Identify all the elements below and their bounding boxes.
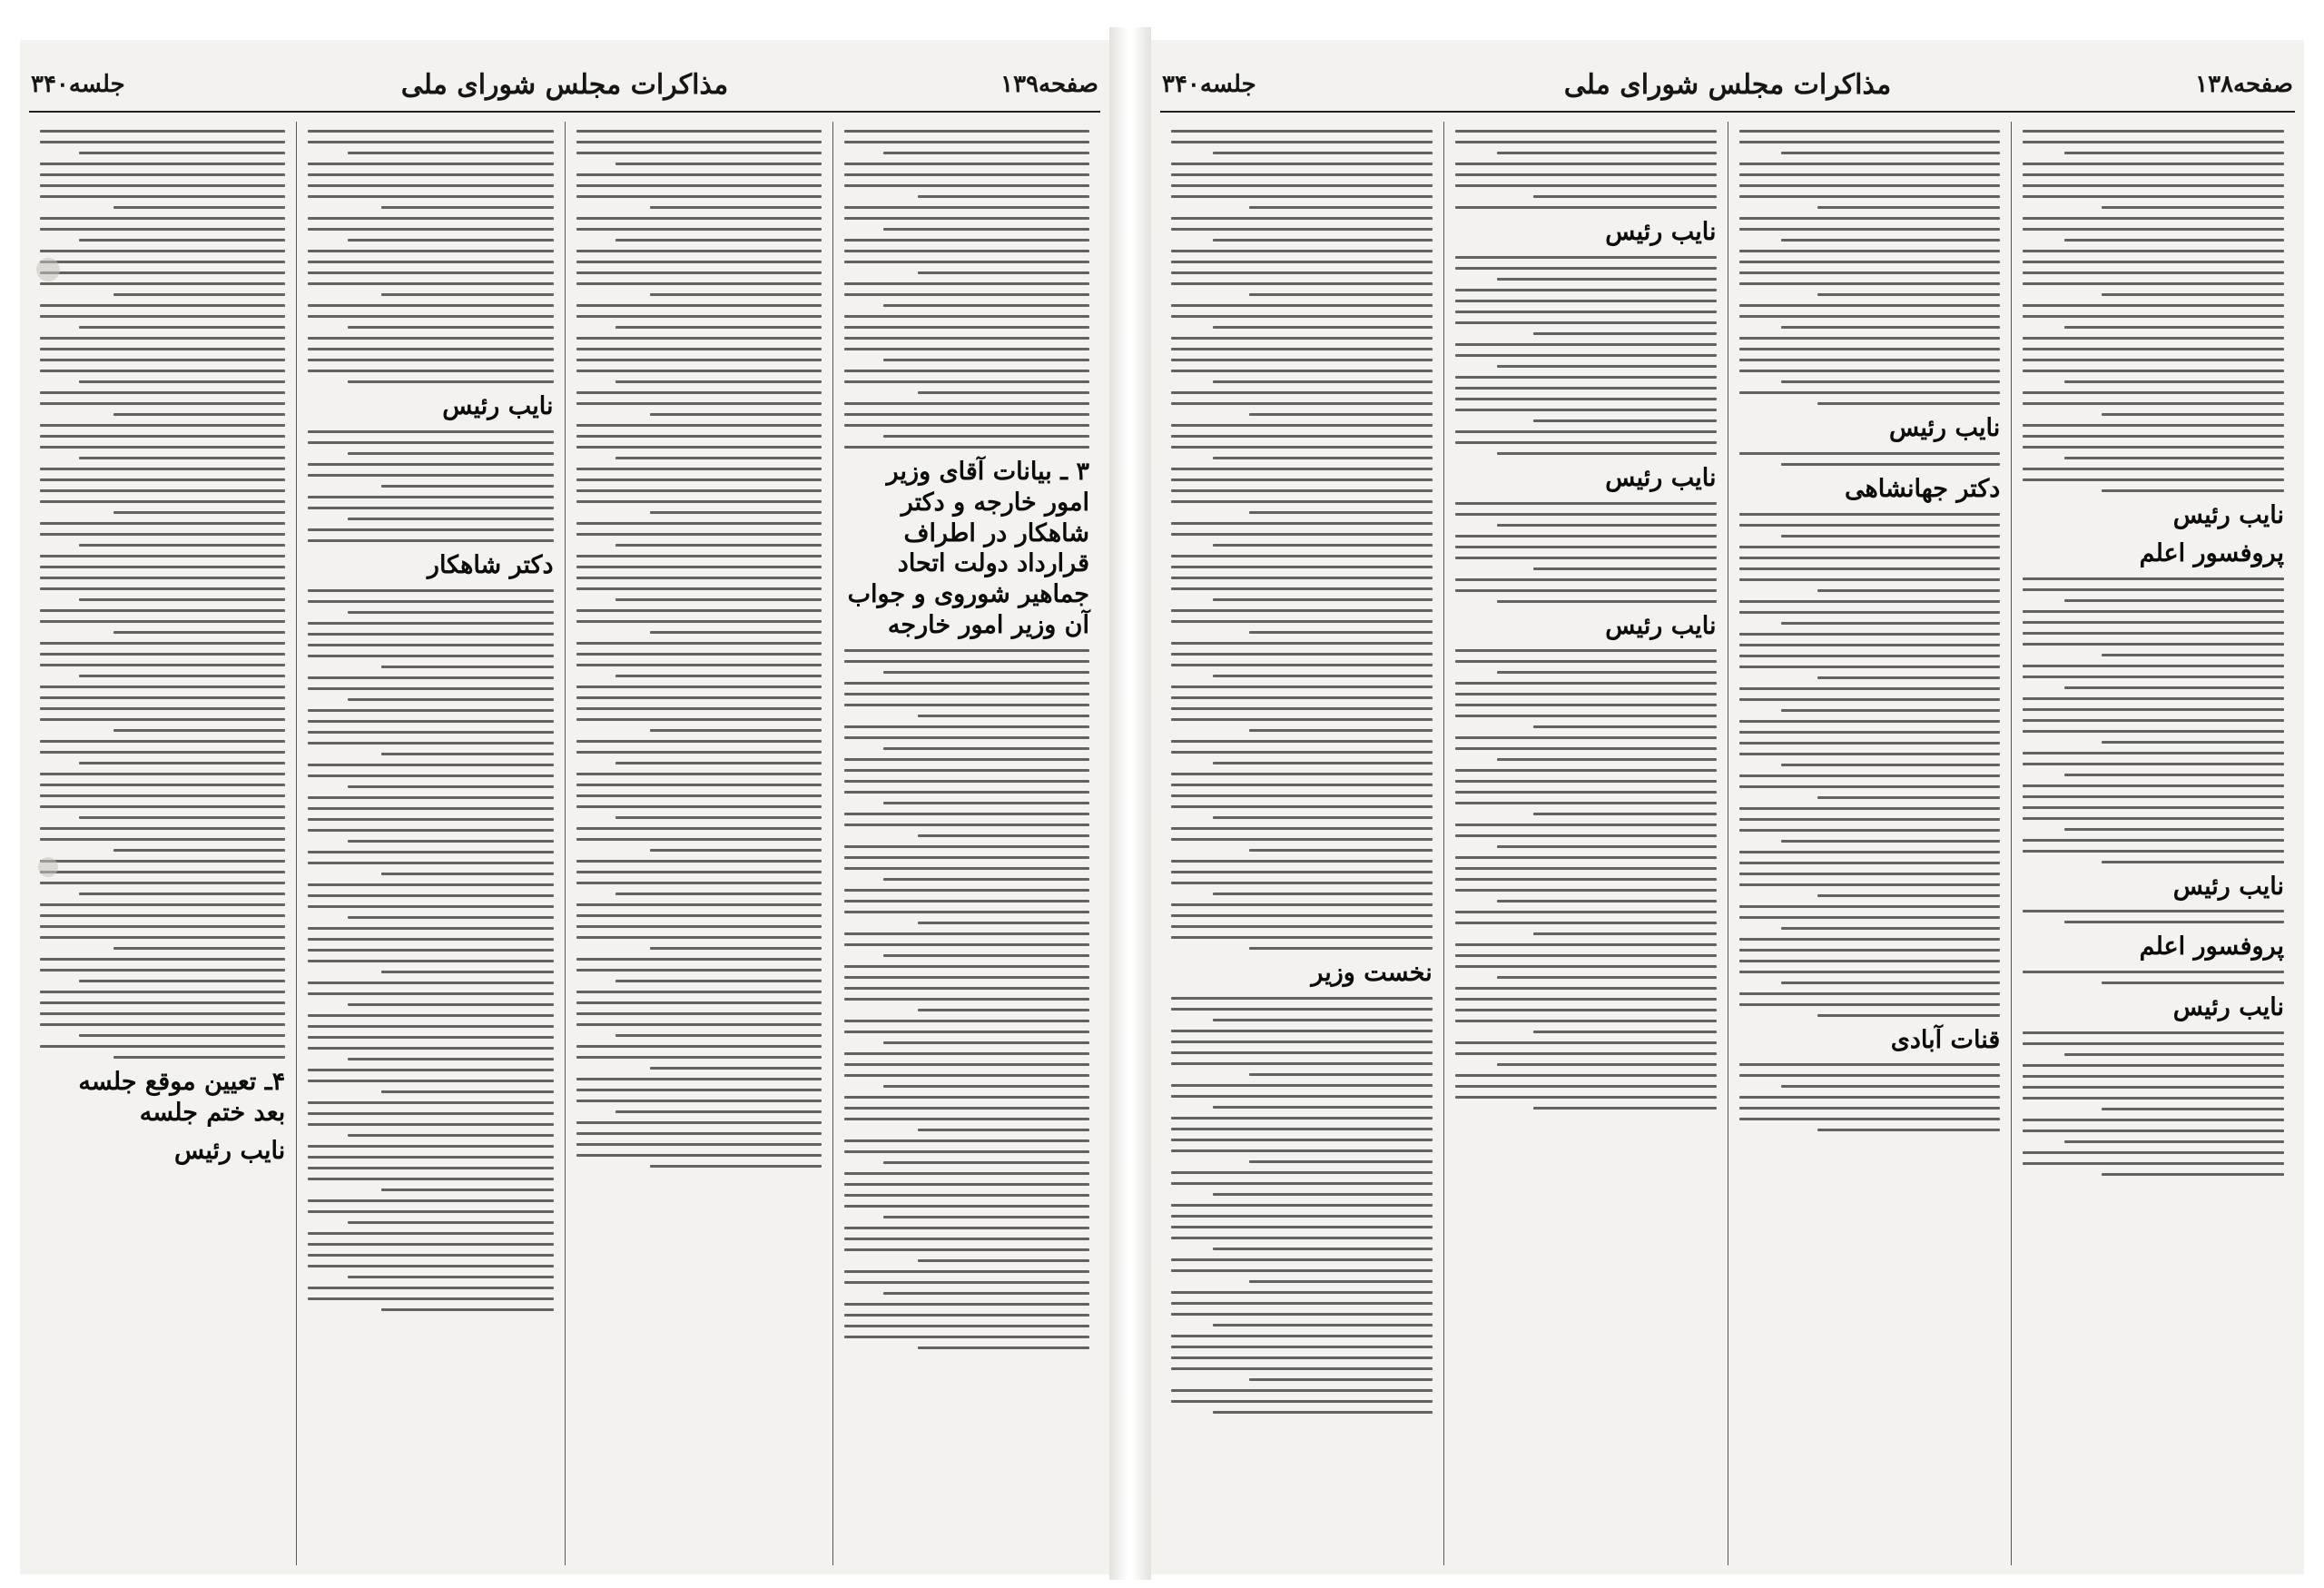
right-running-header bbox=[1151, 64, 2304, 111]
left-column-4 bbox=[29, 122, 296, 1565]
right-heading-10: قنات آبادی bbox=[1890, 1025, 2001, 1054]
right-column-4 bbox=[1160, 122, 1443, 1565]
right-page bbox=[1151, 40, 2304, 1574]
left-column-3 bbox=[296, 122, 564, 1565]
left-column-1 bbox=[832, 122, 1100, 1565]
right-column-1 bbox=[2011, 122, 2295, 1565]
right-heading-3: نایب رئیس bbox=[2172, 872, 2284, 901]
left-running-header bbox=[20, 64, 1109, 111]
left-heading-4: ۴ـ تعیین موقع جلسه بعد ختم جلسه bbox=[78, 1068, 286, 1127]
right-column-2 bbox=[1728, 122, 2012, 1565]
left-heading-2: نایب رئیس bbox=[442, 392, 554, 420]
right-page-number: صفحه۱۳۸ bbox=[2195, 71, 2293, 98]
right-column-3 bbox=[1443, 122, 1728, 1565]
right-columns bbox=[1160, 122, 2295, 1565]
right-session-number: جلسه۳۴۰ bbox=[1162, 71, 1256, 98]
right-heading-11: نایب رئیس bbox=[1605, 611, 1717, 640]
left-page-title: مذاکرات مجلس شورای ملی bbox=[400, 69, 729, 101]
right-heading-2: پروفسور اعلم bbox=[2139, 538, 2284, 567]
left-column-2 bbox=[565, 122, 832, 1565]
right-heading-12: نخست وزیر bbox=[1311, 959, 1433, 987]
right-heading-5: نایب رئیس bbox=[2172, 993, 2284, 1021]
right-header-rule bbox=[1160, 111, 2295, 113]
right-heading-8: نایب رئیس bbox=[1605, 218, 1717, 246]
right-heading-6: نایب رئیس bbox=[1888, 414, 2001, 442]
right-heading-7: دکتر جهانشاهی bbox=[1844, 474, 2001, 503]
right-heading-1: نایب رئیس bbox=[2172, 501, 2284, 529]
left-columns bbox=[29, 122, 1100, 1565]
right-heading-9: نایب رئیس bbox=[1605, 463, 1717, 492]
left-heading-1: ۳ ـ بیانات آقای وزیر امور خارجه و دکتر شاهکار در اطراف قرارداد دولت اتحاد جماهیر شوروی و جواب آن وزیر امور خارجه bbox=[847, 458, 1089, 639]
left-page-number: صفحه۱۳۹ bbox=[1000, 71, 1098, 98]
right-heading-4: پروفسور اعلم bbox=[2139, 932, 2284, 962]
left-header-rule bbox=[29, 111, 1100, 113]
left-session-number: جلسه۳۴۰ bbox=[31, 71, 125, 98]
left-heading-3: دکتر شاهکار bbox=[427, 550, 554, 579]
left-page bbox=[20, 40, 1109, 1574]
binding-gutter bbox=[1109, 27, 1151, 1580]
right-page-title: مذاکرات مجلس شورای ملی bbox=[1563, 69, 1892, 101]
left-heading-5: نایب رئیس bbox=[173, 1136, 286, 1165]
